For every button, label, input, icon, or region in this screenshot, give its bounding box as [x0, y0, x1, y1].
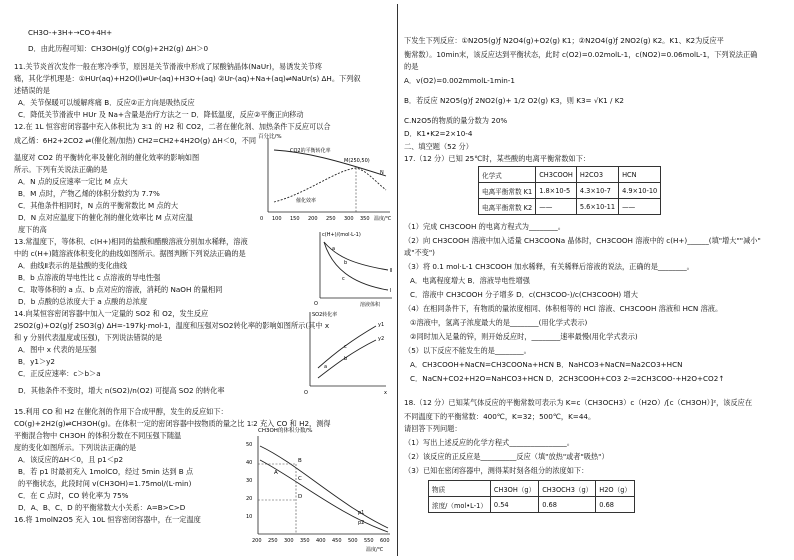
x-tick: 400: [316, 538, 326, 544]
x-tick: 350: [360, 216, 370, 222]
text-line: 18.（12 分）已知某气体反应的平衡常数可表示为 K=c（CH3OCH3）c（H2O）/[c（CH3OH）]²，该反应在: [404, 398, 753, 407]
point-d: D: [298, 494, 303, 500]
text-line: 平衡混合物中 CH3OH 的体积分数在不同压强下随温: [14, 431, 182, 440]
y-axis-label: CH3OH的体积分数/%: [258, 428, 313, 434]
text-line: 11.关节炎首次发作一般在寒冷季节，原因是关节滑液中形成了尿酸钠晶体(NaUr)，易诱发关节疼: [14, 62, 323, 71]
table-cell: 4.9×10-10: [619, 183, 661, 199]
text-line: A．v(O2)=0.002mmolL-1min-1: [404, 76, 515, 85]
table-cell: CH3OH（g）: [490, 481, 538, 497]
x-tick: 250: [268, 538, 278, 544]
text-line: 中的 c(H+)随溶液体积变化的曲线如图所示。据图判断下列说法正确的是: [14, 249, 246, 258]
x-tick: 600: [380, 538, 390, 544]
text-line: 17.（12 分）已知 25℃时，某些酸的电离平衡常数如下：: [404, 154, 591, 163]
y-tick: 40: [246, 460, 253, 466]
table-cell: 0.68: [539, 497, 596, 513]
text-line: 15.利用 CO 和 H2 在催化剂的作用下合成甲醇，发生的反应如下：: [14, 407, 228, 416]
y-axis-label: c(H+)/(mol·L-1): [322, 232, 361, 238]
table-cell: 电离平衡常数 K2: [479, 199, 536, 215]
text-line: 不同温度下的平衡常数：400℃，K=32；500℃，K=44。: [404, 412, 596, 421]
x-tick: 200: [252, 538, 262, 544]
text-line: 二、填空题（52 分）: [404, 142, 473, 151]
x-tick: 300: [344, 216, 354, 222]
x-tick: 350: [300, 538, 310, 544]
x-axis-label: 温度/℃: [366, 547, 384, 553]
text-line: D．由此历程可知：CH3OH(g)ƒ CO(g)+2H2(g) ΔH＞0: [28, 44, 209, 53]
point-b: b: [344, 260, 348, 266]
text-line: 述错误的是: [14, 86, 50, 95]
q12-graph: [256, 132, 394, 224]
x-tick: 300: [284, 538, 294, 544]
text-line: C．降低关节滑液中 HUr 及 Na+含量是治疗方法之一 D．降低温度，反应②平衡正向移动: [18, 110, 304, 119]
text-line: 请回答下列问题：: [404, 424, 462, 433]
text-line: A．电离程度增大 B．溶液导电性增强: [410, 276, 530, 285]
text-line: CO(g)+2H2(g)⇌CH3OH(g)。在体积一定的密闭容器中按物质的量之比 1∶2 充入 CO 和 H2，测得: [14, 419, 331, 428]
text-line: 温度对 CO2 的平衡转化率及催化剂的催化效率的影响如图: [14, 153, 200, 162]
y-tick: 30: [246, 478, 253, 484]
table-cell: ——: [536, 199, 577, 215]
curve-p1: [260, 460, 388, 532]
text-line: 的平衡状态，此段时间 v(CH3OH)=1.75mol/(L·min): [18, 479, 192, 488]
curve-y2-label: y2: [378, 336, 385, 342]
x-axis-label: 温度/℃: [374, 216, 392, 222]
text-line: B．y1＞y2: [18, 357, 55, 366]
text-line: D．b 点酸的总浓度大于 a 点酸的总浓度: [18, 297, 148, 306]
text-line: C．其他条件相同时，N 点的平衡常数比 M 点的大: [18, 201, 179, 210]
text-line: C．正反应速率：c＞b＞a: [18, 369, 101, 378]
text-line: （3）已知在密闭容器中，测得某时刻各组分的浓度如下：: [404, 466, 589, 475]
text-line: 13.常温度下，等体积、c(H+)相同的盐酸和醋酸溶液分别加水稀释，溶液: [14, 237, 248, 246]
point-c: c: [342, 276, 345, 282]
text-line: ①溶液中，氢离子浓度最大的是________(用化学式表示): [410, 318, 588, 327]
text-line: B．若反应 N2O5(g)ƒ 2NO2(g)+ 1/2 O2(g) K3，则 K3= √K1 / K2: [404, 96, 625, 105]
x-tick: 100: [272, 216, 282, 222]
text-line: 所示。下列有关说法正确的是: [14, 165, 108, 174]
text-line: A．关节保暖可以缓解疼痛 B．反应②正方向是吸热反应: [18, 98, 195, 107]
table-18: [428, 480, 635, 513]
text-line: B．M 点时，产物乙烯的体积分数约为 7.7%: [18, 189, 160, 198]
text-line: （2）向 CH3COOH 溶液中加入适量 CH3COONa 晶体时，CH3COOH 溶液中的 c(H+)______(填"增大""减小": [404, 236, 761, 245]
y-tick: 50: [246, 442, 253, 448]
table-cell: 0.68: [596, 497, 635, 513]
table-row: [479, 199, 661, 215]
origin-label: O: [304, 390, 308, 396]
text-line: 16.将 1molN2O5 充入 10L 恒容密闭容器中，在一定温度: [14, 515, 201, 524]
text-line: D．N 点对应温度下的催化剂的催化效率比 M 点对应温: [18, 213, 193, 222]
table-cell: 4.3×10-7: [576, 183, 618, 199]
text-line: A．曲线Ⅱ表示的是盐酸的变化曲线: [18, 261, 128, 270]
point-n-label: N: [380, 170, 384, 176]
text-line: （2）该反应的正反应是__________反应（填"放热"或者"吸热"）: [404, 452, 609, 461]
text-line: 度的变化如图所示。下列说法正确的是: [14, 443, 137, 452]
table-cell: 物质: [429, 481, 491, 497]
curve-i-label: Ⅰ: [390, 288, 392, 294]
table-cell: CH3COOH: [536, 167, 577, 183]
catalyst-efficiency-curve: [274, 168, 386, 202]
text-line: C．NaCN+CO2+H2O=NaHCO3+HCN D．2CH3COOH+CO3 2-=2CH3COO-+H2O+CO2↑: [410, 374, 725, 383]
text-line: 衡常数）。10min末，该反应达到平衡状态，此时 c(O2)=0.02molL-1，c(NO2)=0.06molL-1，下列说法正确: [404, 50, 758, 59]
text-line: A．该反应的ΔH＜0，且 p1＜p2: [18, 455, 124, 464]
text-line: ②同时加入足量的锌，则开始反应时，________速率最慢(用化学式表示): [410, 332, 638, 341]
table-header-row: [479, 167, 661, 183]
text-line: （1）写出上述反应的化学方程式________________。: [404, 438, 574, 447]
table-cell: CH3OCH3（g）: [539, 481, 596, 497]
table-cell: H2CO3: [576, 167, 618, 183]
text-line: C．取等体积的 a 点、b 点对应的溶液，消耗的 NaOH 的量相同: [18, 285, 223, 294]
y-axis-label: SO2转化率: [312, 312, 338, 318]
table-17: [478, 166, 661, 215]
curve-label-catalyst: 催化效率: [296, 198, 317, 204]
q13-graph: [312, 228, 396, 308]
text-line: （5）以下反应不能发生的是________。: [404, 346, 531, 355]
text-line: A．图中 x 代表的是压强: [18, 345, 97, 354]
table-cell: 5.6×10-11: [576, 199, 618, 215]
x-tick: 150: [290, 216, 300, 222]
text-line: C．在 C 点时，CO 转化率为 75%: [18, 491, 129, 500]
origin-label: O: [314, 301, 318, 307]
text-line: 度下的高: [18, 225, 47, 234]
table-cell: 1.8×10-5: [536, 183, 577, 199]
text-line: D．K1•K2=2×10-4: [404, 129, 473, 138]
x-tick: 200: [308, 216, 318, 222]
x-axis-label: x: [384, 390, 387, 396]
point-m-label: M(250,50): [344, 158, 370, 164]
table-header-row: [429, 481, 635, 497]
text-line: A．N 点的反应速率一定比 M 点大: [18, 177, 128, 186]
x-tick: 250: [326, 216, 336, 222]
text-line: 2SO2(g)+O2(g)ƒ 2SO3(g) ΔH=-197kJ·mol-1，温度和压强对SO2转化率的影响如图所示(其中 x: [14, 321, 330, 330]
text-line: CH3O-+3H+→CO+4H+: [28, 28, 113, 37]
y-axis-label: 百分比/%: [258, 134, 282, 140]
point-b: b: [344, 356, 348, 362]
curve-p2: [260, 446, 388, 528]
q14-graph: [300, 306, 392, 398]
table-cell: 电离平衡常数 K1: [479, 183, 536, 199]
x-axis-label: 溶液体积: [360, 302, 381, 308]
table-row: [429, 497, 635, 513]
curve-y1-label: y1: [378, 322, 385, 328]
text-line: B．若 p1 时最初充入 1molCO，经过 5min 达到 B 点: [18, 467, 194, 476]
curve-label-p2: p2: [358, 520, 365, 526]
text-line: D．其他条件不变时，增大 n(SO2)/n(O2) 可提高 SO2 的转化率: [18, 386, 225, 395]
text-line: 或"不变"): [404, 248, 435, 257]
curve-label-p1: p1: [358, 510, 365, 516]
text-line: 和 y 分别代表温度或压强)，下列说法错误的是: [14, 333, 163, 342]
right-column: [398, 0, 794, 560]
text-line: （4）在相同条件下，有物质的量浓度相同、体积相等的 HCl 溶液、CH3COOH 溶液和 HCN 溶液。: [404, 304, 723, 313]
text-line: D．A、B、C、D 的平衡常数大小关系：A=B>C>D: [18, 503, 186, 512]
x-tick: 450: [332, 538, 342, 544]
curve-ii-label: Ⅱ: [390, 268, 393, 274]
x-tick: 500: [348, 538, 358, 544]
point-a: a: [332, 246, 336, 252]
text-line: C．溶液中 CH3COOH 分子增多 D．c(CH3COO-)/c(CH3COOH) 增大: [410, 290, 638, 299]
table-cell: H2O（g）: [596, 481, 635, 497]
table-cell: 0.54: [490, 497, 538, 513]
text-line: 成乙烯：6H2+2CO2 ⇌(催化剂/加热) CH2=CH2+4H2O(g) ΔH＜0，不同: [14, 136, 257, 145]
y-tick: 20: [246, 496, 253, 502]
point-c: c: [344, 344, 347, 350]
text-line: 的是: [404, 62, 419, 71]
point-a: A: [274, 470, 278, 476]
table-cell: HCN: [619, 167, 661, 183]
text-line: （1）完成 CH3COOH 的电离方程式为________。: [404, 222, 565, 231]
text-line: 痛，其化学机理是：①HUr(aq)+H2O(l)⇌Ur-(aq)+H3O+(aq) ②Ur-(aq)+Na+(aq)⇌NaUr(s) ΔH。下列叙: [14, 74, 361, 83]
text-line: C.N2O5的物质的量分数为 20%: [404, 116, 508, 125]
table-cell: 化学式: [479, 167, 536, 183]
table-cell: 浓度/（mol•L-1）: [429, 497, 491, 513]
point-b: B: [298, 458, 302, 464]
text-line: B．b 点溶液的导电性比 c 点溶液的导电性强: [18, 273, 161, 282]
text-line: 下发生下列反应：①N2O5(g)ƒ N2O4(g)+O2(g) K1；②N2O4(g)ƒ 2NO2(g) K2。K1、K2为反应平: [404, 36, 724, 45]
curve-label-co2: CO2的平衡转化率: [290, 148, 331, 154]
point-a: a: [324, 364, 328, 370]
point-c: C: [298, 476, 302, 482]
text-line: 12.在 1L 恒容密闭容器中充入体积比为 3∶1 的 H2 和 CO2，二者在催化剂、加热条件下反应可以合: [14, 122, 331, 131]
text-line: A．CH3COOH+NaCN=CH3COONa+HCN B．NaHCO3+NaCN=Na2CO3+HCN: [410, 360, 683, 369]
y-tick: 10: [246, 514, 253, 520]
text-line: 14.向某恒容密闭容器中加入一定量的 SO2 和 O2，发生反应: [14, 309, 209, 318]
x-tick: 550: [364, 538, 374, 544]
text-line: （3）将 0.1 mol·L-1 CH3COOH 加水稀释，有关稀释后溶液的说法，正确的是________。: [404, 262, 694, 271]
table-cell: ——: [619, 199, 661, 215]
q15-graph: [238, 424, 396, 554]
table-row: [479, 183, 661, 199]
origin-label: 0: [260, 216, 264, 222]
